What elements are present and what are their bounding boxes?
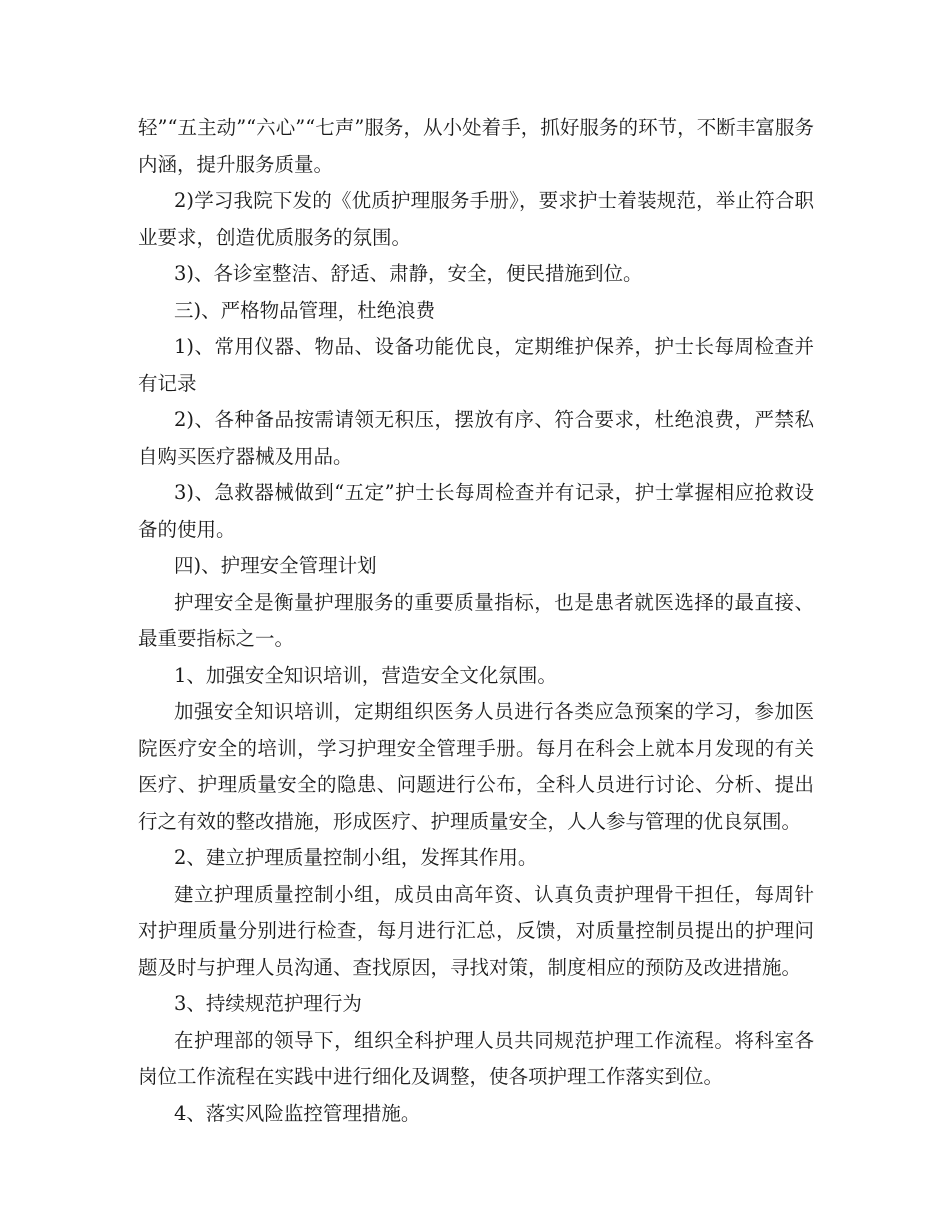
- subsection-heading: 4、落实风险监控管理措施。: [174, 1101, 421, 1125]
- paragraph: 加强安全知识培训，定期组织医务人员进行各类应急预案的学习，参加医院医疗安全的培训，学习护理安全管理手册。每月在科会上就本月发现的有关医疗、护理质量安全的隐患、问题进行公布，全科人员进行讨论、分析、提出行之有效的整改措施，形成医疗、护理质量安全，人人参与管理的优良氛围。: [138, 700, 814, 833]
- paragraph: 3)、急救器械做到“五定”护士长每周检查并有记录，护士掌握相应抢救设备的使用。: [138, 481, 814, 541]
- paragraph: 建立护理质量控制小组，成员由高年资、认真负责护理骨干担任，每周针对护理质量分别进行检查，每月进行汇总，反馈，对质量控制员提出的护理问题及时与护理人员沟通、查找原因，寻找对策，制度相应的预防及改进措施。: [138, 882, 814, 979]
- subsection-heading: 2、建立护理质量控制小组，发挥其作用。: [174, 846, 538, 869]
- paragraph: 在护理部的领导下，组织全科护理人员共同规范护理工作流程。将科室各岗位工作流程在实践中进行细化及调整，使各项护理工作落实到位。: [138, 1028, 814, 1088]
- document-body: [138, 110, 814, 1132]
- paragraph: 1)、常用仪器、物品、设备功能优良，定期维护保养，护士长每周检查并有记录: [138, 335, 814, 395]
- section-heading: 三)、严格物品管理，杜绝浪费: [174, 298, 436, 322]
- paragraph: 3)、各诊室整洁、舒适、肃静，安全，便民措施到位。: [174, 262, 643, 285]
- section-heading: 四)、护理安全管理计划: [174, 554, 377, 577]
- paragraph: 护理安全是衡量护理服务的重要质量指标，也是患者就医选择的最直接、最重要指标之一。: [138, 590, 814, 650]
- paragraph: 轻”“五主动”“六心”“七声”服务，从小处着手，抓好服务的环节，不断丰富服务内涵，提升服务质量。: [138, 116, 814, 176]
- paragraph: 2)、各种备品按需请领无积压，摆放有序、符合要求，杜绝浪费，严禁私自购买医疗器械及用品。: [138, 408, 814, 468]
- subsection-heading: 3、持续规范护理行为: [174, 992, 362, 1015]
- subsection-heading: 1、加强安全知识培训，营造安全文化氛围。: [174, 663, 557, 687]
- paragraph: 2)学习我院下发的《优质护理服务手册》，要求护士着装规范，举止符合职业要求，创造优质服务的氛围。: [138, 189, 814, 249]
